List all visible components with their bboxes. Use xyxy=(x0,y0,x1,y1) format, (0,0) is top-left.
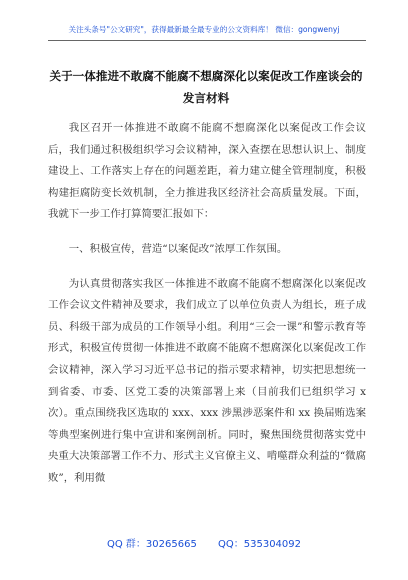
footer-qq-group: QQ 群：30265665 xyxy=(106,539,197,550)
document-title: 关于一体推进不敢腐不能腐不想腐深化以案促改工作座谈会的发言材料 xyxy=(49,69,363,105)
footer-contact xyxy=(0,535,408,550)
paragraph-section-1: 为认真贯彻落实我区一体推进不敢腐不能腐不想腐深化以案促改工作会议文件精神及要求，我们成立了以单位负责人为组长，班子成员、科级干部为成员的工作领导小组。利用“三会一课”和警示教育等形式，积极宣传贯彻一体推进不敢腐不能腐不想腐深化以案促改工作会议精神，深入学习习近平总书记的指示要求精神，切实把思想统一到省委、市委、区党工委的决策部署上来（目前我们已组织学习 x 次）。重点围绕我区选取的 xxx、xxx 涉黑涉恶案件和 xx 换届贿选案等典型案例进行集中宣讲和案例剖析。同时，聚焦围绕贯彻落实党中央重大决策部署工作不力、形式主义官僚主义、啃噬群众利益的“微腐败”，利用微 xyxy=(48,277,366,484)
header-divider xyxy=(48,40,366,41)
document-body xyxy=(48,118,366,490)
header-banner: 关注头条号"公文研究"，获得最新最全最专业的公文资料库！ 微信：gongwenyj xyxy=(68,25,340,34)
paragraph-intro: 我区召开一体推进不敢腐不能腐不想腐深化以案促改工作会议后，我们通过积极组织学习会议精神，深入查摆在思想认识上、制度建设上、工作落实上存在的问题差距，着力建立健全管理制度，积极构建拒腐防变长效机制，全力推进我区经济社会高质量发展。下面，我就下一步工作打算简要汇报如下： xyxy=(48,122,366,221)
section-heading-1: 一、积极宣传，营造“以案促改”浓厚工作氛围。 xyxy=(68,242,288,255)
footer-qq: QQ：535304092 xyxy=(218,539,302,550)
